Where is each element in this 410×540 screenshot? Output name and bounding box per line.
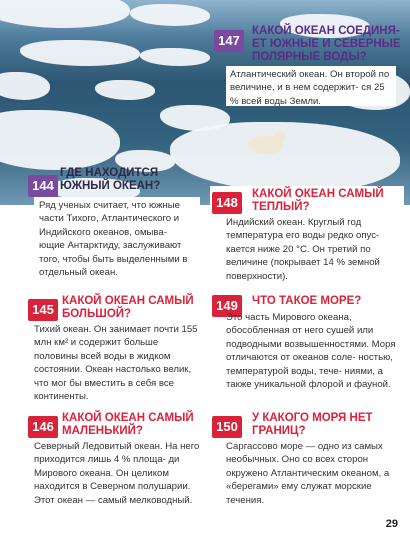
answer-text: Северный Ледовитый океан. На него приходится лишь 4 % площа- ди Мирового океана. Он целиком находится в Северном полушарии. Этот океан — самый мелководный. bbox=[34, 441, 200, 506]
question-number: 145 bbox=[28, 299, 58, 321]
question-number: 148 bbox=[212, 192, 242, 214]
question-number: 147 bbox=[214, 30, 244, 52]
polar-bear bbox=[248, 136, 284, 154]
question-title: КАКОЙ ОКЕАН СОЕДИНЯ- ЕТ ЮЖНЫЕ И СЕВЕРНЫЕ ПОЛЯРНЫЕ ВОДЫ? bbox=[252, 25, 401, 63]
card-146 bbox=[28, 410, 203, 514]
answer-text: Тихий океан. Он занимает почти 155 млн км² и содержит больше половины всей воды в жидком состоянии. Океан настолько велик, что мог бы вместить в себя все континенты. bbox=[34, 324, 198, 403]
card-149 bbox=[212, 293, 404, 403]
question-number: 144 bbox=[28, 175, 58, 197]
question-title: ЧТО ТАКОЕ МОРЕ? bbox=[252, 295, 362, 307]
answer-text: Атлантический океан. Он второй по величине, и в нем содержит- ся 25 % всей воды Земли. bbox=[226, 66, 396, 106]
question-title: ГДЕ НАХОДИТСЯ ЮЖНЫЙ ОКЕАН? bbox=[60, 167, 161, 192]
answer-text: Индийский океан. Круглый год температура его воды редко опус- кается ниже 20 °С. Он третий по величине (покрывает 14 % земной поверхности). bbox=[226, 217, 380, 282]
answer-text: Это часть Мирового океана, обособленная от него сушей или подводными возвышенностями. Моря отличаются от океанов соле- ностью, температурой воды, тече- ниями, а также уникальной флорой и фауной. bbox=[226, 312, 396, 391]
card-145 bbox=[28, 293, 203, 403]
card-144 bbox=[28, 163, 200, 281]
answer-text: Ряд ученых считает, что южные части Тихого, Атлантического и Индийского океанов, омыва- ющие Антарктиду, заслуживают того, чтобы быть выделенными в отдельный океан. bbox=[34, 197, 200, 279]
answer-text: Саргассово море — одно из самых необычных. Оно со всех сторон окружено Атлантическим океаном, а «берегами» ему служат морские течения. bbox=[226, 441, 390, 506]
question-number: 150 bbox=[212, 416, 242, 438]
question-title: КАКОЙ ОКЕАН САМЫЙ БОЛЬШОЙ? bbox=[62, 295, 194, 320]
card-148 bbox=[210, 186, 404, 282]
question-number: 146 bbox=[28, 416, 58, 438]
page-number: 29 bbox=[385, 518, 398, 530]
question-number: 149 bbox=[212, 295, 242, 317]
card-150 bbox=[212, 410, 404, 506]
question-title: У КАКОГО МОРЯ НЕТ ГРАНИЦ? bbox=[252, 412, 373, 437]
card-147 bbox=[206, 22, 404, 108]
question-title: КАКОЙ ОКЕАН САМЫЙ МАЛЕНЬКИЙ? bbox=[62, 412, 194, 437]
question-title: КАКОЙ ОКЕАН САМЫЙ ТЕПЛЫЙ? bbox=[252, 188, 384, 213]
